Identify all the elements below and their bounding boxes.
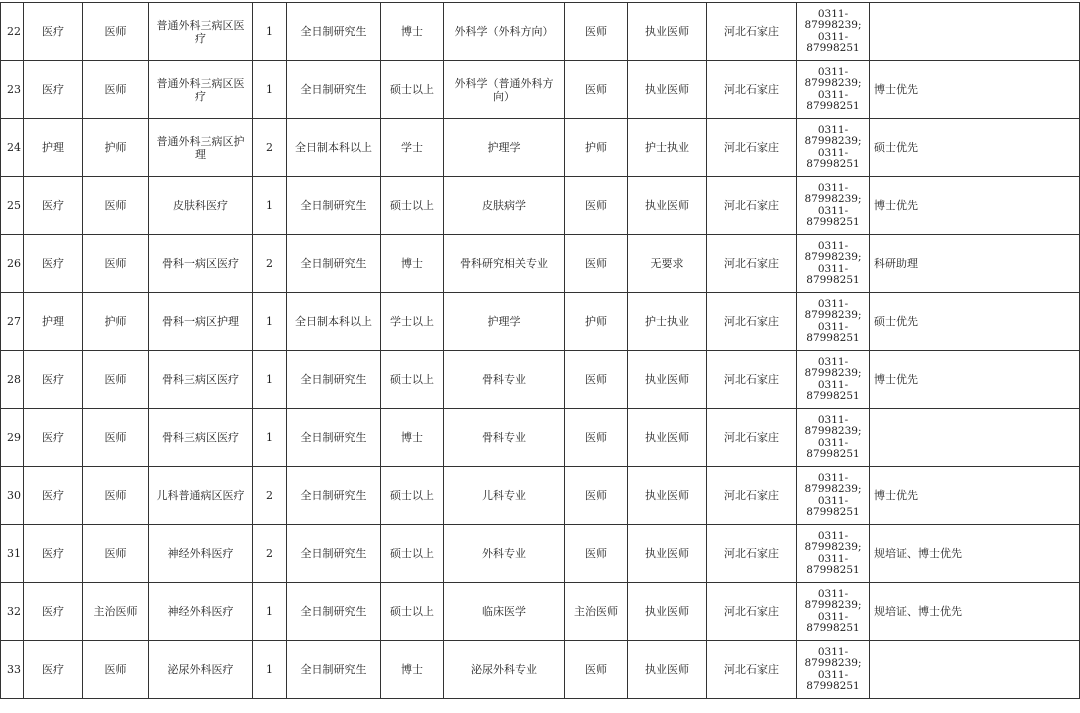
table-row [1, 61, 1080, 119]
degree-cell: 硕士以上 [381, 61, 444, 119]
count-cell: 1 [253, 293, 287, 351]
education-cell: 全日制研究生 [287, 583, 381, 641]
major-cell: 泌尿外科专业 [444, 641, 565, 699]
phone-cell [797, 119, 870, 177]
location-cell: 河北石家庄 [707, 119, 797, 177]
post-cell: 医师 [83, 351, 149, 409]
phone-cell [797, 583, 870, 641]
qualification-cell: 执业医师 [628, 3, 707, 61]
location-cell: 河北石家庄 [707, 409, 797, 467]
row-number: 28 [1, 351, 24, 409]
recruitment-table [0, 2, 1080, 699]
phone-cell [797, 467, 870, 525]
post-cell: 医师 [83, 409, 149, 467]
row-number: 29 [1, 409, 24, 467]
title-cell: 医师 [565, 177, 628, 235]
phone-2: 0311-87998251 [806, 552, 860, 576]
row-number: 31 [1, 525, 24, 583]
degree-cell: 硕士以上 [381, 467, 444, 525]
title-cell: 医师 [565, 641, 628, 699]
table-row [1, 3, 1080, 61]
post-cell: 医师 [83, 525, 149, 583]
major-cell: 骨科专业 [444, 351, 565, 409]
department-cell: 骨科三病区医疗 [149, 351, 253, 409]
table-row [1, 177, 1080, 235]
category-cell: 护理 [24, 119, 83, 177]
title-cell: 医师 [565, 409, 628, 467]
degree-cell: 博士 [381, 235, 444, 293]
phone-cell [797, 61, 870, 119]
major-cell: 皮肤病学 [444, 177, 565, 235]
note-cell [870, 3, 1080, 61]
note-cell: 博士优先 [870, 467, 1080, 525]
category-cell: 医疗 [24, 177, 83, 235]
location-cell: 河北石家庄 [707, 467, 797, 525]
education-cell: 全日制研究生 [287, 467, 381, 525]
table-row [1, 583, 1080, 641]
qualification-cell: 执业医师 [628, 641, 707, 699]
title-cell: 医师 [565, 351, 628, 409]
major-cell: 护理学 [444, 119, 565, 177]
category-cell: 医疗 [24, 351, 83, 409]
phone-1: 0311-87998239; [804, 181, 862, 205]
phone-1: 0311-87998239; [804, 297, 862, 321]
qualification-cell: 执业医师 [628, 467, 707, 525]
education-cell: 全日制研究生 [287, 235, 381, 293]
table-row [1, 525, 1080, 583]
phone-cell [797, 351, 870, 409]
major-cell: 儿科专业 [444, 467, 565, 525]
table-row [1, 351, 1080, 409]
phone-cell [797, 641, 870, 699]
phone-2: 0311-87998251 [806, 30, 860, 54]
location-cell: 河北石家庄 [707, 641, 797, 699]
degree-cell: 博士 [381, 641, 444, 699]
education-cell: 全日制研究生 [287, 525, 381, 583]
location-cell: 河北石家庄 [707, 293, 797, 351]
degree-cell: 硕士以上 [381, 525, 444, 583]
phone-1: 0311-87998239; [804, 529, 862, 553]
phone-1: 0311-87998239; [804, 65, 862, 89]
row-number: 23 [1, 61, 24, 119]
major-cell: 外科学（外科方向） [444, 3, 565, 61]
category-cell: 医疗 [24, 641, 83, 699]
qualification-cell: 执业医师 [628, 351, 707, 409]
major-cell: 临床医学 [444, 583, 565, 641]
count-cell: 2 [253, 525, 287, 583]
table-row [1, 293, 1080, 351]
note-cell: 规培证、博士优先 [870, 525, 1080, 583]
qualification-cell: 护士执业 [628, 119, 707, 177]
post-cell: 医师 [83, 467, 149, 525]
degree-cell: 学士以上 [381, 293, 444, 351]
note-cell [870, 641, 1080, 699]
note-cell: 硕士优先 [870, 293, 1080, 351]
department-cell: 儿科普通病区医疗 [149, 467, 253, 525]
phone-1: 0311-87998239; [804, 123, 862, 147]
phone-2: 0311-87998251 [806, 262, 860, 286]
note-cell: 博士优先 [870, 61, 1080, 119]
post-cell: 医师 [83, 3, 149, 61]
department-cell: 骨科一病区护理 [149, 293, 253, 351]
title-cell: 医师 [565, 61, 628, 119]
table-row [1, 235, 1080, 293]
count-cell: 1 [253, 3, 287, 61]
row-number: 27 [1, 293, 24, 351]
qualification-cell: 护士执业 [628, 293, 707, 351]
post-cell: 主治医师 [83, 583, 149, 641]
education-cell: 全日制研究生 [287, 3, 381, 61]
phone-cell [797, 409, 870, 467]
degree-cell: 博士 [381, 3, 444, 61]
row-number: 25 [1, 177, 24, 235]
note-cell: 博士优先 [870, 351, 1080, 409]
degree-cell: 硕士以上 [381, 583, 444, 641]
phone-1: 0311-87998239; [804, 413, 862, 437]
phone-2: 0311-87998251 [806, 668, 860, 692]
post-cell: 护师 [83, 119, 149, 177]
count-cell: 1 [253, 61, 287, 119]
qualification-cell: 执业医师 [628, 525, 707, 583]
major-cell: 外科学（普通外科方向） [444, 61, 565, 119]
location-cell: 河北石家庄 [707, 3, 797, 61]
note-cell [870, 409, 1080, 467]
education-cell: 全日制研究生 [287, 61, 381, 119]
category-cell: 医疗 [24, 235, 83, 293]
qualification-cell: 执业医师 [628, 61, 707, 119]
location-cell: 河北石家庄 [707, 525, 797, 583]
title-cell: 主治医师 [565, 583, 628, 641]
count-cell: 2 [253, 119, 287, 177]
degree-cell: 硕士以上 [381, 177, 444, 235]
note-cell: 科研助理 [870, 235, 1080, 293]
department-cell: 普通外科三病区医疗 [149, 61, 253, 119]
qualification-cell: 无要求 [628, 235, 707, 293]
education-cell: 全日制研究生 [287, 177, 381, 235]
education-cell: 全日制研究生 [287, 641, 381, 699]
row-number: 33 [1, 641, 24, 699]
phone-2: 0311-87998251 [806, 378, 860, 402]
education-cell: 全日制本科以上 [287, 119, 381, 177]
location-cell: 河北石家庄 [707, 351, 797, 409]
note-cell: 硕士优先 [870, 119, 1080, 177]
post-cell: 医师 [83, 61, 149, 119]
major-cell: 护理学 [444, 293, 565, 351]
title-cell: 护师 [565, 293, 628, 351]
phone-2: 0311-87998251 [806, 146, 860, 170]
row-number: 26 [1, 235, 24, 293]
row-number: 32 [1, 583, 24, 641]
row-number: 30 [1, 467, 24, 525]
title-cell: 医师 [565, 525, 628, 583]
count-cell: 1 [253, 351, 287, 409]
phone-cell [797, 293, 870, 351]
post-cell: 医师 [83, 177, 149, 235]
phone-2: 0311-87998251 [806, 494, 860, 518]
phone-2: 0311-87998251 [806, 436, 860, 460]
education-cell: 全日制研究生 [287, 351, 381, 409]
title-cell: 医师 [565, 467, 628, 525]
note-cell: 博士优先 [870, 177, 1080, 235]
row-number: 22 [1, 3, 24, 61]
education-cell: 全日制研究生 [287, 409, 381, 467]
count-cell: 1 [253, 409, 287, 467]
table-row [1, 409, 1080, 467]
phone-1: 0311-87998239; [804, 7, 862, 31]
phone-1: 0311-87998239; [804, 645, 862, 669]
title-cell: 医师 [565, 3, 628, 61]
phone-2: 0311-87998251 [806, 204, 860, 228]
department-cell: 骨科一病区医疗 [149, 235, 253, 293]
category-cell: 医疗 [24, 3, 83, 61]
phone-2: 0311-87998251 [806, 320, 860, 344]
row-number: 24 [1, 119, 24, 177]
department-cell: 神经外科医疗 [149, 525, 253, 583]
location-cell: 河北石家庄 [707, 61, 797, 119]
location-cell: 河北石家庄 [707, 177, 797, 235]
category-cell: 医疗 [24, 61, 83, 119]
phone-1: 0311-87998239; [804, 239, 862, 263]
category-cell: 医疗 [24, 525, 83, 583]
count-cell: 2 [253, 235, 287, 293]
department-cell: 普通外科三病区医疗 [149, 3, 253, 61]
note-cell: 规培证、博士优先 [870, 583, 1080, 641]
post-cell: 医师 [83, 641, 149, 699]
phone-1: 0311-87998239; [804, 471, 862, 495]
department-cell: 普通外科三病区护理 [149, 119, 253, 177]
major-cell: 外科专业 [444, 525, 565, 583]
title-cell: 医师 [565, 235, 628, 293]
phone-1: 0311-87998239; [804, 587, 862, 611]
phone-cell [797, 525, 870, 583]
location-cell: 河北石家庄 [707, 235, 797, 293]
degree-cell: 博士 [381, 409, 444, 467]
category-cell: 医疗 [24, 467, 83, 525]
table-body [1, 3, 1080, 699]
category-cell: 医疗 [24, 583, 83, 641]
count-cell: 2 [253, 467, 287, 525]
major-cell: 骨科研究相关专业 [444, 235, 565, 293]
post-cell: 护师 [83, 293, 149, 351]
category-cell: 护理 [24, 293, 83, 351]
qualification-cell: 执业医师 [628, 177, 707, 235]
department-cell: 神经外科医疗 [149, 583, 253, 641]
department-cell: 骨科三病区医疗 [149, 409, 253, 467]
phone-2: 0311-87998251 [806, 88, 860, 112]
degree-cell: 硕士以上 [381, 351, 444, 409]
qualification-cell: 执业医师 [628, 409, 707, 467]
table-row [1, 119, 1080, 177]
qualification-cell: 执业医师 [628, 583, 707, 641]
table-row [1, 467, 1080, 525]
phone-1: 0311-87998239; [804, 355, 862, 379]
post-cell: 医师 [83, 235, 149, 293]
phone-2: 0311-87998251 [806, 610, 860, 634]
major-cell: 骨科专业 [444, 409, 565, 467]
phone-cell [797, 177, 870, 235]
count-cell: 1 [253, 583, 287, 641]
degree-cell: 学士 [381, 119, 444, 177]
department-cell: 泌尿外科医疗 [149, 641, 253, 699]
department-cell: 皮肤科医疗 [149, 177, 253, 235]
count-cell: 1 [253, 641, 287, 699]
phone-cell [797, 235, 870, 293]
count-cell: 1 [253, 177, 287, 235]
title-cell: 护师 [565, 119, 628, 177]
category-cell: 医疗 [24, 409, 83, 467]
table-row [1, 641, 1080, 699]
phone-cell [797, 3, 870, 61]
location-cell: 河北石家庄 [707, 583, 797, 641]
education-cell: 全日制本科以上 [287, 293, 381, 351]
